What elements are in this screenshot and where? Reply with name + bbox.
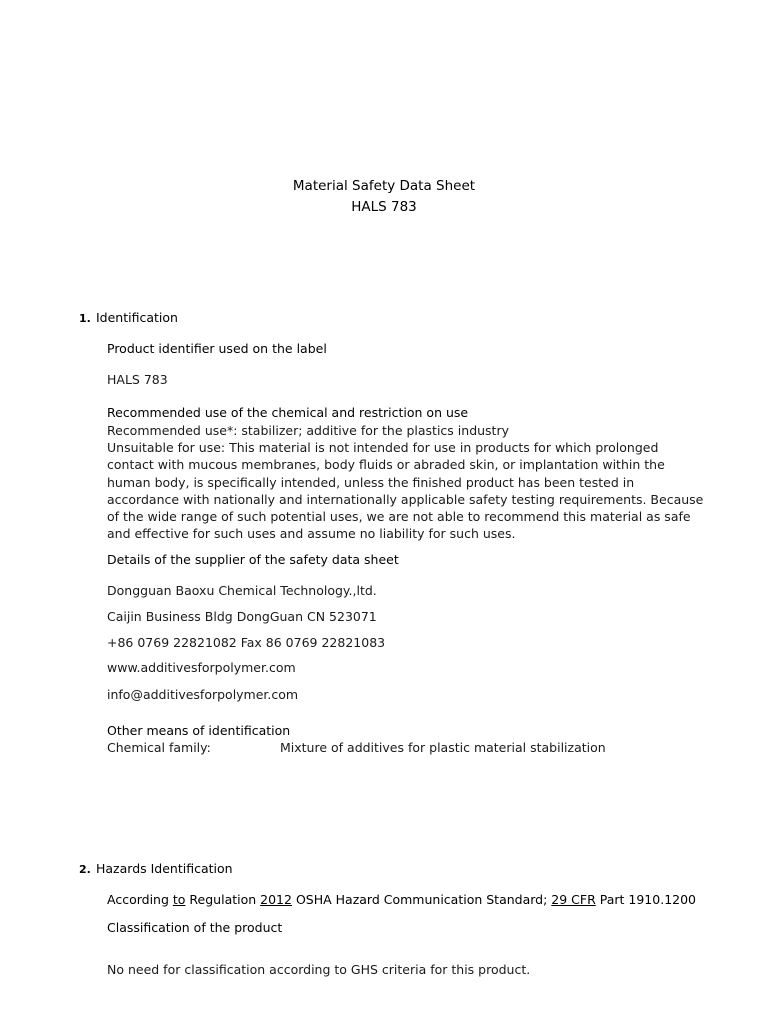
classification-text: No need for classification according to GHS criteria for this product. [107, 962, 531, 977]
regulation-part: OSHA Hazard Communication Standard; [291, 892, 552, 907]
section-2-title: Hazards Identification [96, 861, 233, 876]
supplier-company: Dongguan Baoxu Chemical Technology.,ltd. [107, 583, 377, 598]
section-2-number: 2. [79, 863, 91, 876]
supplier-email: info@additivesforpolymer.com [107, 687, 299, 702]
product-name: HALS 783 [107, 372, 168, 387]
regulation-part-underlined: to [172, 892, 186, 907]
recommended-use-line: of the wide range of such potential uses, we are not able to recommend this material as safe [107, 509, 691, 525]
regulation-part: According [107, 892, 173, 907]
recommended-use-line: human body, is specifically intended, unless the finished product has been tested in [107, 474, 635, 490]
regulation-part: Part 1910.1200 [595, 892, 697, 907]
supplier-website: www.additivesforpolymer.com [107, 660, 296, 675]
recommended-use-line: Unsuitable for use: This material is not intended for use in products for which prolonged [107, 440, 659, 456]
chemical-family-label: Chemical family: [107, 740, 211, 755]
recommended-use-line: accordance with nationally and internationally applicable safety testing requirements. Because [107, 491, 704, 507]
classification-heading: Classification of the product [107, 920, 283, 935]
supplier-phone: +86 0769 22821082 Fax 86 0769 22821083 [107, 635, 386, 650]
other-means-heading: Other means of identification [107, 723, 291, 738]
recommended-use-heading: Recommended use of the chemical and restriction on use [107, 405, 469, 420]
recommended-use-line: Recommended use*: stabilizer; additive for the plastics industry [107, 423, 509, 438]
supplier-heading: Details of the supplier of the safety data sheet [107, 552, 399, 567]
regulation-part-underlined: 29 CFR [551, 892, 596, 907]
document-title: Material Safety Data Sheet [292, 178, 476, 194]
chemical-family-value: Mixture of additives for plastic material stabilization [280, 740, 606, 755]
recommended-use-line: contact with mucous membranes, body fluids or abraded skin, or implantation within the [107, 457, 665, 473]
regulation-part: Regulation [185, 892, 261, 907]
document-subtitle: HALS 783 [351, 199, 417, 215]
recommended-use-line: and effective for such uses and assume no liability for such uses. [107, 526, 516, 542]
recommended-use-paragraph [107, 422, 704, 542]
product-identifier-heading: Product identifier used on the label [107, 341, 327, 356]
regulation-part-underlined: 2012 [260, 892, 292, 907]
section-1-title: Identification [96, 310, 178, 325]
supplier-address: Caijin Business Bldg DongGuan CN 523071 [107, 609, 377, 624]
section-1-number: 1. [79, 312, 91, 325]
regulation-statement [107, 892, 696, 907]
